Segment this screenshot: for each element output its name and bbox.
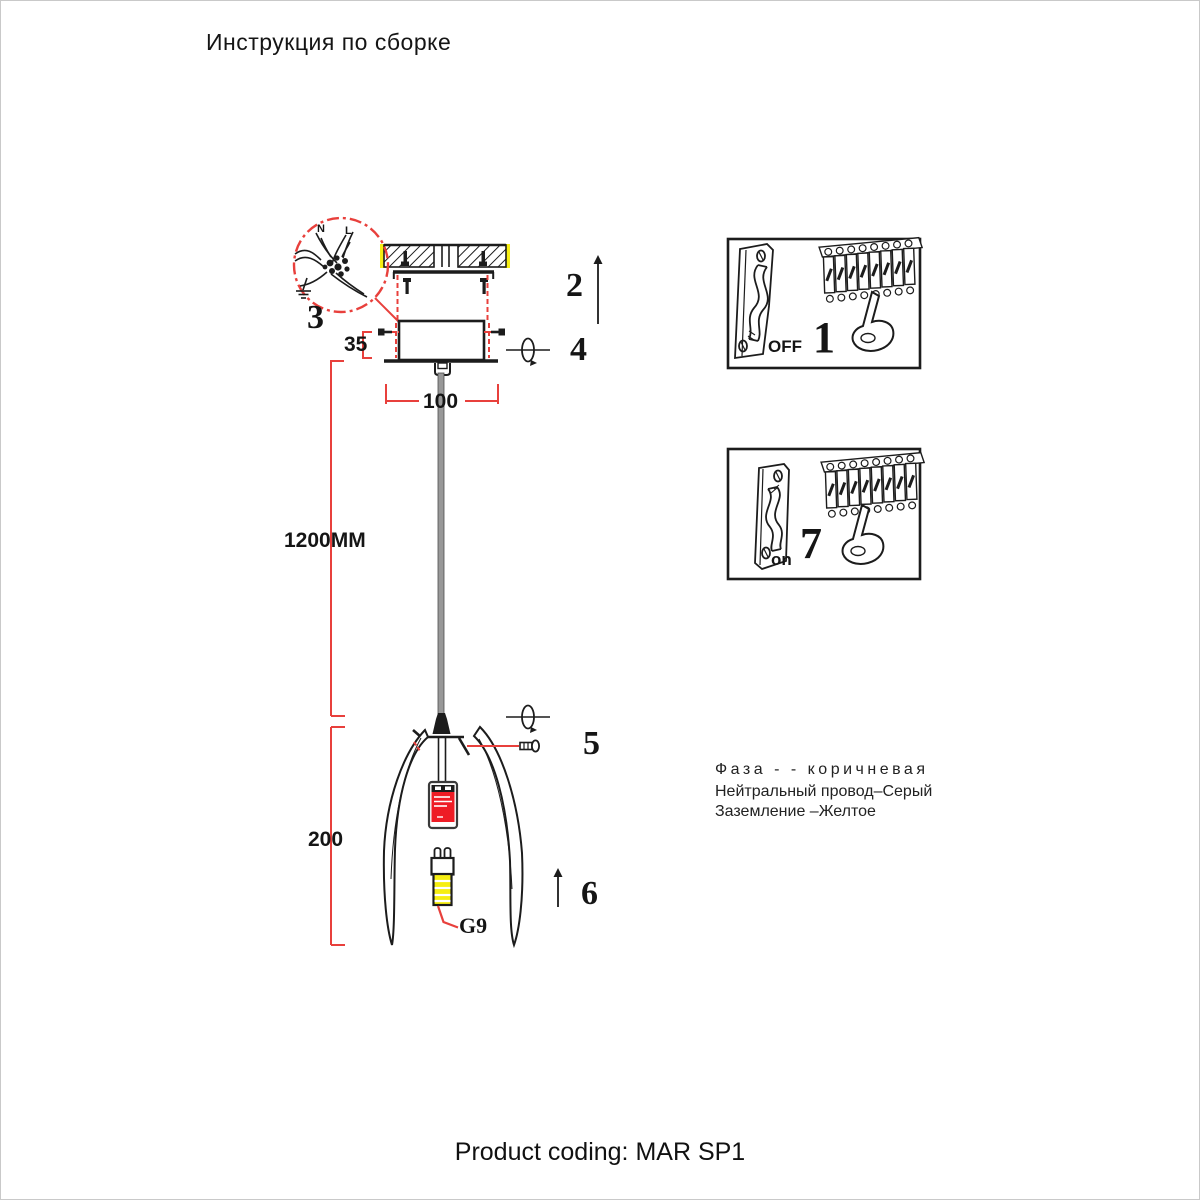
wiring-legend-ground: Заземление –Желтое [715,803,876,820]
rotate-icon-shade [506,706,550,734]
dim-100-label: 100 [423,390,459,413]
dim-200-label: 200 [308,828,344,851]
plate-bolts [403,278,488,294]
glass-blade-left [384,730,428,945]
up-arrow-step2 [594,255,603,324]
g9-bulb [432,848,454,905]
wiring-legend-neutral: Нейтральный провод–Серый [715,783,933,800]
neutral-terminal-label: N [317,223,325,235]
dim-35-label: 35 [344,333,368,356]
off-label: OFF [768,337,802,356]
screw-icon-step5 [467,740,539,751]
dimension-lines [331,332,498,945]
step-3-number: 3 [307,299,324,336]
rotate-icon-canopy [506,339,550,367]
step-7-number: 7 [800,519,822,568]
step-6-number: 6 [581,875,598,912]
on-label: on [771,550,792,569]
wiring-legend-phase: Фаза - - коричневая [715,761,929,778]
mounting-plate [393,272,494,279]
dim-1200-label: 1200MM [284,529,366,552]
diagram-canvas [1,1,1199,1199]
ground-icon [296,278,311,298]
shade-assembly [384,713,523,945]
step-4-number: 4 [570,331,587,368]
product-code-footer: Product coding: MAR SP1 [454,1138,746,1166]
step-1-number: 1 [813,313,835,362]
step-box-on [728,449,926,579]
canopy [378,321,505,375]
lamp-socket [429,782,457,828]
g9-bulb-label: G9 [459,913,488,938]
g9-leader-line [438,906,458,928]
step-2-number: 2 [566,267,583,304]
up-arrow-step6 [554,868,563,907]
live-terminal-label: L [345,225,352,237]
page-title: Инструкция по сборке [206,29,452,55]
step-5-number: 5 [583,725,600,762]
suspension-cable [438,373,444,723]
